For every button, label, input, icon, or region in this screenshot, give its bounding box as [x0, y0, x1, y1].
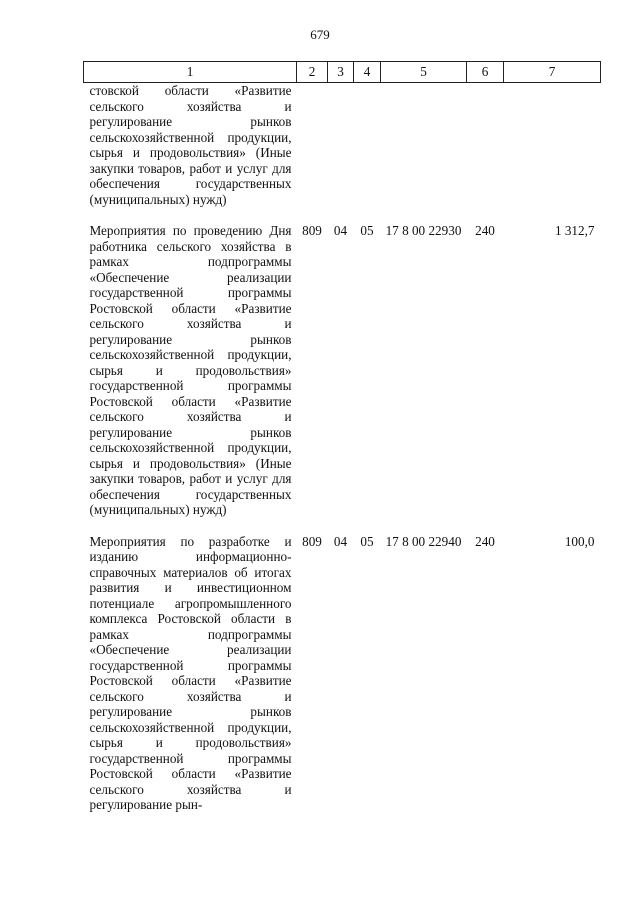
row-section-code: [328, 83, 354, 208]
row-section-code: 04: [333, 533, 348, 549]
row-description: Мероприятия по разработке и изданию информационно-справочных материалов об итогах развития и инвестиционном потенциале агропромышленного комплекса Ростовской области в рамках подпрограммы «Обеспечение реализации государственной программы Ростовской области «Развитие сельского хозяйства и регулирование рынков сельскохозяйственной продукции, сырья и продовольствия» государственной программы Ростовской области «Развитие сельского хозяйства и регулирование рын-: [89, 533, 292, 812]
column-header-7: 7: [504, 62, 601, 83]
row-expense-type: [467, 83, 504, 208]
row-ministry-code: 809: [302, 223, 322, 238]
row-description: Мероприятия по проведению Дня работника сельского хозяйства в рамках подпрограммы «Обеспечение реализации государственной программы Ростовской области «Развитие сельского хозяйства и регулирование рынков сельскохозяйственной продукции, сырья и продовольствия» государственной программы Ростовской области «Развитие сельского хозяйства и регулирование рынков сельскохозяйственной продукции, сырья и продовольствия» (Иные закупки товаров, работ и услуг для обеспечения государственных (муниципальных) нужд): [89, 223, 292, 517]
table-row: [84, 223, 601, 518]
row-target-article: [381, 83, 467, 208]
column-header-2: 2: [297, 62, 328, 83]
row-amount: 1 312,7: [554, 223, 595, 238]
row-description: стовской области «Развитие сельского хозяйства и регулирование рынков сельскохозяйственной продукции, сырья и продовольствия» (Иные закупки товаров, работ и услуг для обеспечения государственных (муниципальных) нужд): [89, 83, 292, 207]
page-number: 679: [310, 27, 330, 42]
budget-table: [83, 61, 601, 813]
row-amount: [504, 83, 601, 208]
row-expense-type: 240: [475, 223, 495, 238]
column-header-5: 5: [381, 62, 467, 83]
row-section-code: 04: [333, 223, 348, 238]
row-ministry-code: [297, 83, 328, 208]
row-subsection-code: 05: [360, 533, 374, 549]
row-subsection-code: [354, 83, 381, 208]
row-ministry-code: 809: [302, 533, 322, 549]
row-subsection-code: 05: [360, 223, 374, 238]
row-target-article: 17 8 00 22930: [385, 223, 462, 238]
column-header-3: 3: [328, 62, 354, 83]
column-header-4: 4: [354, 62, 381, 83]
row-amount: 100,0: [564, 533, 595, 549]
header-row: [84, 62, 601, 83]
row-spacer: [84, 518, 601, 534]
column-header-6: 6: [467, 62, 504, 83]
table-row: [84, 83, 601, 208]
table-row: [84, 534, 601, 813]
row-spacer: [84, 207, 601, 223]
row-target-article: 17 8 00 22940: [385, 533, 462, 549]
column-header-1: 1: [84, 62, 297, 83]
row-expense-type: 240: [475, 533, 495, 549]
